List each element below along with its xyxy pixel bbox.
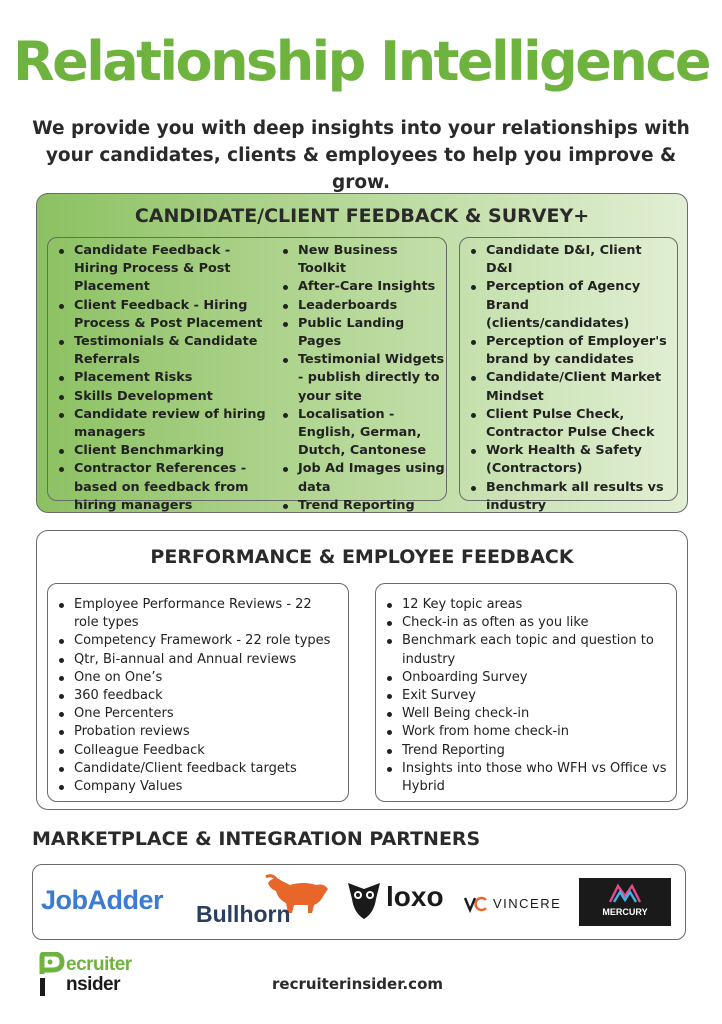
partners-logo-strip bbox=[32, 864, 686, 940]
list-item: New Business Toolkit bbox=[280, 242, 448, 278]
performance-feedback-panel bbox=[36, 530, 688, 810]
feedback-left-box bbox=[47, 237, 447, 513]
list-item: Trend Reporting bbox=[384, 742, 668, 760]
list-item: Colleague Feedback bbox=[56, 742, 340, 760]
list-item: Testimonials & Candidate Referrals bbox=[56, 333, 266, 369]
list-item: Qtr, Bi-annual and Annual reviews bbox=[56, 651, 340, 669]
list-item: Client Benchmarking bbox=[56, 442, 266, 460]
subtitle-line: We provide you with deep insights into your relationships with bbox=[32, 118, 690, 139]
list-item: Check-in as often as you like bbox=[384, 614, 668, 632]
recruiter-logo-line2: nsider bbox=[66, 974, 121, 995]
list-item: Skills Development bbox=[56, 388, 266, 406]
performance-feedback-heading: PERFORMANCE & EMPLOYEE FEEDBACK bbox=[150, 546, 574, 568]
list-item: Trend Reporting bbox=[280, 497, 448, 515]
performance-left-box bbox=[47, 583, 349, 802]
list-item: Probation reviews bbox=[56, 723, 340, 741]
jobadder-logo bbox=[41, 885, 163, 916]
list-item: 12 Key topic areas bbox=[384, 596, 668, 614]
list-item: Candidate review of hiring managers bbox=[56, 406, 266, 442]
list-item: Insights into those who WFH vs Office vs Hybrid bbox=[384, 760, 668, 796]
page-title: Relationship Intelligence bbox=[13, 30, 709, 93]
performance-right-list bbox=[384, 596, 668, 796]
feedback-survey-heading: CANDIDATE/CLIENT FEEDBACK & SURVEY+ bbox=[134, 205, 590, 227]
list-item: Contractor References - based on feedback from hiring managers bbox=[56, 460, 266, 515]
list-item: Client Pulse Check, Contractor Pulse Check bbox=[468, 406, 668, 442]
list-item: Onboarding Survey bbox=[384, 669, 668, 687]
feedback-middle-list bbox=[280, 242, 448, 515]
recruiter-insider-logo bbox=[38, 952, 168, 1000]
list-item: 360 feedback bbox=[56, 687, 340, 705]
mercury-mark-icon bbox=[607, 882, 643, 904]
loxo-logo bbox=[346, 881, 446, 921]
bullhorn-logo-text: Bullhorn bbox=[196, 901, 291, 927]
list-item: Work Health & Safety (Contractors) bbox=[468, 442, 668, 478]
list-item: Benchmark all results vs industry bbox=[468, 479, 668, 515]
feedback-survey-panel bbox=[36, 193, 688, 513]
subtitle-line: your candidates, clients & employees to help you improve & grow. bbox=[45, 145, 677, 193]
list-item: One on One’s bbox=[56, 669, 340, 687]
feedback-left-list bbox=[56, 242, 266, 515]
list-item: Public Landing Pages bbox=[280, 315, 448, 351]
list-item: Candidate Feedback - Hiring Process & Post Placement bbox=[56, 242, 266, 297]
feedback-right-box bbox=[459, 237, 678, 513]
owl-icon bbox=[346, 881, 382, 919]
list-item: Competency Framework - 22 role types bbox=[56, 632, 340, 650]
feedback-right-list bbox=[468, 242, 668, 515]
list-item: Perception of Employer's brand by candidates bbox=[468, 333, 668, 369]
list-item: Employee Performance Reviews - 22 role types bbox=[56, 596, 340, 632]
performance-right-box bbox=[375, 583, 677, 802]
vincere-logo bbox=[463, 895, 563, 919]
list-item: Candidate/Client Market Mindset bbox=[468, 369, 668, 405]
vincere-logo-text: VINCERE bbox=[493, 896, 562, 911]
list-item: Testimonial Widgets - publish directly to your site bbox=[280, 351, 448, 406]
performance-left-list bbox=[56, 596, 340, 796]
list-item: Candidate/Client feedback targets bbox=[56, 760, 340, 778]
jobadder-logo-text: JobAdder bbox=[41, 885, 164, 915]
vincere-mark-icon bbox=[463, 895, 489, 913]
list-item: Job Ad Images using data bbox=[280, 460, 448, 496]
list-item: Client Feedback - Hiring Process & Post Placement bbox=[56, 297, 266, 333]
mercury-logo-text: MERCURY bbox=[602, 907, 648, 917]
page-subtitle bbox=[20, 115, 702, 196]
recruiter-logo-line1: ecruiter bbox=[66, 954, 132, 975]
mercury-logo bbox=[579, 878, 671, 926]
partners-heading: MARKETPLACE & INTEGRATION PARTNERS bbox=[32, 828, 481, 850]
loxo-logo-text: loxo bbox=[386, 881, 444, 912]
list-item: Well Being check-in bbox=[384, 705, 668, 723]
list-item: Exit Survey bbox=[384, 687, 668, 705]
list-item: Benchmark each topic and question to industry bbox=[384, 632, 668, 668]
list-item: Leaderboards bbox=[280, 297, 448, 315]
list-item: Work from home check-in bbox=[384, 723, 668, 741]
list-item: Localisation - English, German, Dutch, Cantonese bbox=[280, 406, 448, 461]
list-item: Placement Risks bbox=[56, 369, 266, 387]
recruiter-insider-mark-icon bbox=[38, 952, 68, 996]
list-item: One Percenters bbox=[56, 705, 340, 723]
list-item: After-Care Insights bbox=[280, 278, 448, 296]
list-item: Candidate D&I, Client D&I bbox=[468, 242, 668, 278]
website-link[interactable]: recruiterinsider.com bbox=[272, 975, 444, 993]
bullhorn-logo bbox=[196, 873, 336, 933]
list-item: Perception of Agency Brand (clients/candidates) bbox=[468, 278, 668, 333]
list-item: Company Values bbox=[56, 778, 340, 796]
